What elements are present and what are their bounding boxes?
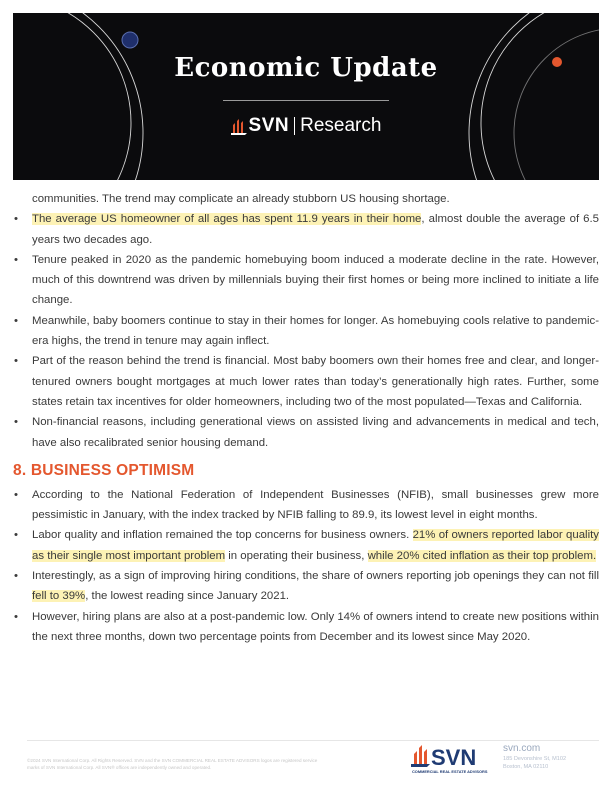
- footer-contact: [503, 742, 566, 771]
- highlighted-text: fell to 39%: [32, 590, 86, 603]
- highlighted-text: while 20% cited inflation as their top problem.: [367, 549, 597, 562]
- bullet-text: Part of the reason behind the trend is financial. Most baby boomers own their homes free and clear, and longer-tenured owners bought mortgages at much lower rates than today’s generationally high rates. Further, some states retain tax incentives for older homeowners, including two of the most populated—Texas and California.: [32, 355, 599, 408]
- page-title: Economic Update: [174, 53, 438, 83]
- bullet-text: Tenure peaked in 2020 as the pandemic homebuying boom induced a moderate decline in the rate. However, much of this downtrend was driven by millennials buying their first homes or being more inclined to initiate a life change.: [32, 253, 599, 307]
- bullet-text: However, hiring plans are also at a post-pandemic low. Only 14% of owners intend to create new positions within the next three months, down two percentage points from December and its lowest since May 2020.: [32, 610, 599, 643]
- bullet-item: [13, 485, 599, 526]
- brand-separator: [294, 117, 295, 135]
- website-link[interactable]: svn.com: [503, 743, 541, 754]
- svn-bars-icon: [231, 117, 249, 135]
- svn-logo: [410, 740, 494, 776]
- bullet-list-housing: [13, 209, 599, 453]
- orbit-decoration: [13, 13, 599, 180]
- highlighted-text: 21% of owners reported labor quality as their single most important problem: [32, 529, 599, 562]
- legal-notice: ©2024 SVN International Corp. All Rights Reserved. SVN and the SVN COMMERCIAL REAL ESTATE ADVISORS logos are registered service marks of SVN International Corp. All SVN® offices are independently owned and operated.: [27, 758, 318, 770]
- bullet-text: Interestingly, as a sign of improving hiring conditions, the share of owners reporting job openings they can not fill: [32, 570, 599, 583]
- bullet-text: Meanwhile, baby boomers continue to stay in their homes for longer. As homebuying cools relative to pandemic-era highs, the trend in tenure may again inflect.: [32, 314, 599, 348]
- footer-divider: [27, 740, 599, 741]
- address-line-1: 185 Devonshire St, M102: [503, 756, 567, 762]
- highlighted-text: The average US homeowner of all ages has spent 11.9 years in their home: [32, 213, 422, 226]
- header-banner: [13, 13, 599, 180]
- title-divider: [223, 100, 389, 101]
- brand-division: Research: [300, 115, 382, 136]
- bullet-item: [13, 209, 599, 250]
- bullet-text: , almost double the average of 6.5 years two decades ago.: [32, 213, 599, 246]
- bullet-item: [13, 607, 599, 648]
- bullet-list-business: [13, 485, 599, 647]
- bullet-text: in operating their business,: [225, 549, 368, 562]
- bullet-item: [13, 351, 599, 412]
- bullet-item: [13, 311, 599, 352]
- bullet-item: [13, 250, 599, 311]
- bullet-item: [13, 412, 599, 453]
- lead-paragraph: communities. The trend may complicate an already stubborn US housing shortage.: [32, 193, 450, 205]
- bullet-item: [13, 525, 599, 566]
- bullet-text: , the lowest reading since January 2021.: [85, 590, 290, 603]
- brand-name: SVN: [248, 115, 290, 136]
- bullet-text: According to the National Federation of Independent Businesses (NFIB), small businesses grew more pessimistic in January, with the index tracked by NFIB falling to 89.9, its lowest level in eight months.: [32, 488, 599, 522]
- address-line-2: Boston, MA 02110: [503, 764, 549, 770]
- logo-tagline: COMMERCIAL REAL ESTATE ADVISORS: [412, 769, 488, 774]
- article-body: [13, 189, 599, 647]
- bullet-text: Labor quality and inflation remained the top concerns for business owners.: [32, 529, 413, 542]
- bullet-item: [13, 566, 599, 607]
- logo-wordmark: SVN: [431, 745, 477, 770]
- section-heading: 8. BUSINESS OPTIMISM: [13, 461, 195, 479]
- brand-lockup: [13, 115, 599, 137]
- bullet-text: Non-financial reasons, including generational views on assisted living and advancements in medical and tech, have also recalibrated senior housing demand.: [32, 416, 599, 449]
